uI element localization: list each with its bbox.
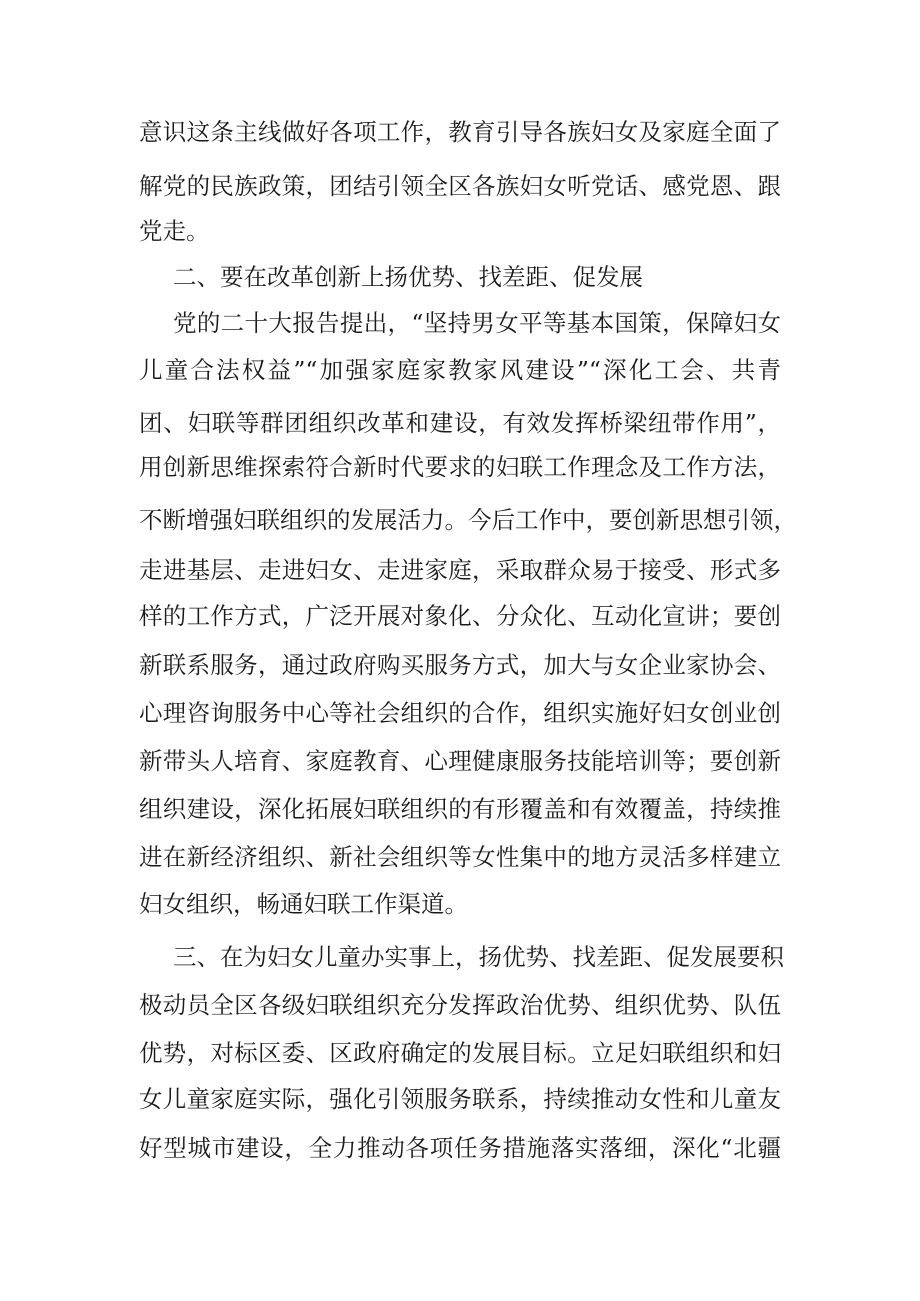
text-line-21: 女儿童家庭实际，强化引领服务联系，持续推动女性和儿童友: [139, 1085, 781, 1113]
section-heading-3: 三、在为妇女儿童办实事上，扬优势、找差距、促发展要积: [173, 943, 784, 971]
text-line-10: 走进基层、走进妇女、走进家庭，采取群众易于接受、形式多: [139, 556, 781, 584]
text-line-22: 好型城市建设，全力推动各项任务措施落实落细，深化“北疆: [139, 1134, 781, 1162]
text-line-13: 心理咨询服务中心等社会组织的合作，组织实施好妇女创业创: [139, 699, 781, 727]
text-line-15: 组织建设，深化拓展妇联组织的有形覆盖和有效覆盖，持续推: [139, 795, 781, 823]
text-line-7: 团、妇联等群团组织改革和建设，有效发挥桥梁纽带作用”，: [139, 409, 781, 437]
text-line-1: 意识这条主线做好各项工作，教育引导各族妇女及家庭全面了: [139, 118, 781, 146]
text-line-12: 新联系服务，通过政府购买服务方式，加大与女企业家协会、: [139, 651, 781, 679]
text-line-9: 不断增强妇联组织的发展活力。今后工作中，要创新思想引领，: [139, 506, 797, 534]
text-line-19: 极动员全区各级妇联组织充分发挥政治优势、组织优势、队伍: [139, 991, 781, 1019]
text-line-8: 用创新思维探索符合新时代要求的妇联工作理念及工作方法，: [139, 453, 781, 481]
section-heading-2: 二、要在改革创新上扬优势、找差距、促发展: [173, 263, 643, 291]
text-line-17: 妇女组织，畅通妇联工作渠道。: [139, 890, 468, 918]
text-line-2: 解党的民族政策，团结引领全区各族妇女听党话、感党恩、跟: [139, 172, 781, 200]
text-line-6: 儿童合法权益”“加强家庭家教家风建设”“深化工会、共青: [139, 356, 781, 384]
text-line-20: 优势，对标区委、区政府确定的发展目标。立足妇联组织和妇: [139, 1039, 781, 1067]
text-line-14: 新带头人培育、家庭教育、心理健康服务技能培训等；要创新: [139, 747, 781, 775]
text-line-16: 进在新经济组织、新社会组织等女性集中的地方灵活多样建立: [139, 843, 781, 871]
text-line-5: 党的二十大报告提出，“坚持男女平等基本国策，保障妇女: [173, 309, 781, 337]
text-line-11: 样的工作方式，广泛开展对象化、分众化、互动化宣讲；要创: [139, 602, 781, 630]
text-line-3: 党走。: [139, 217, 210, 245]
